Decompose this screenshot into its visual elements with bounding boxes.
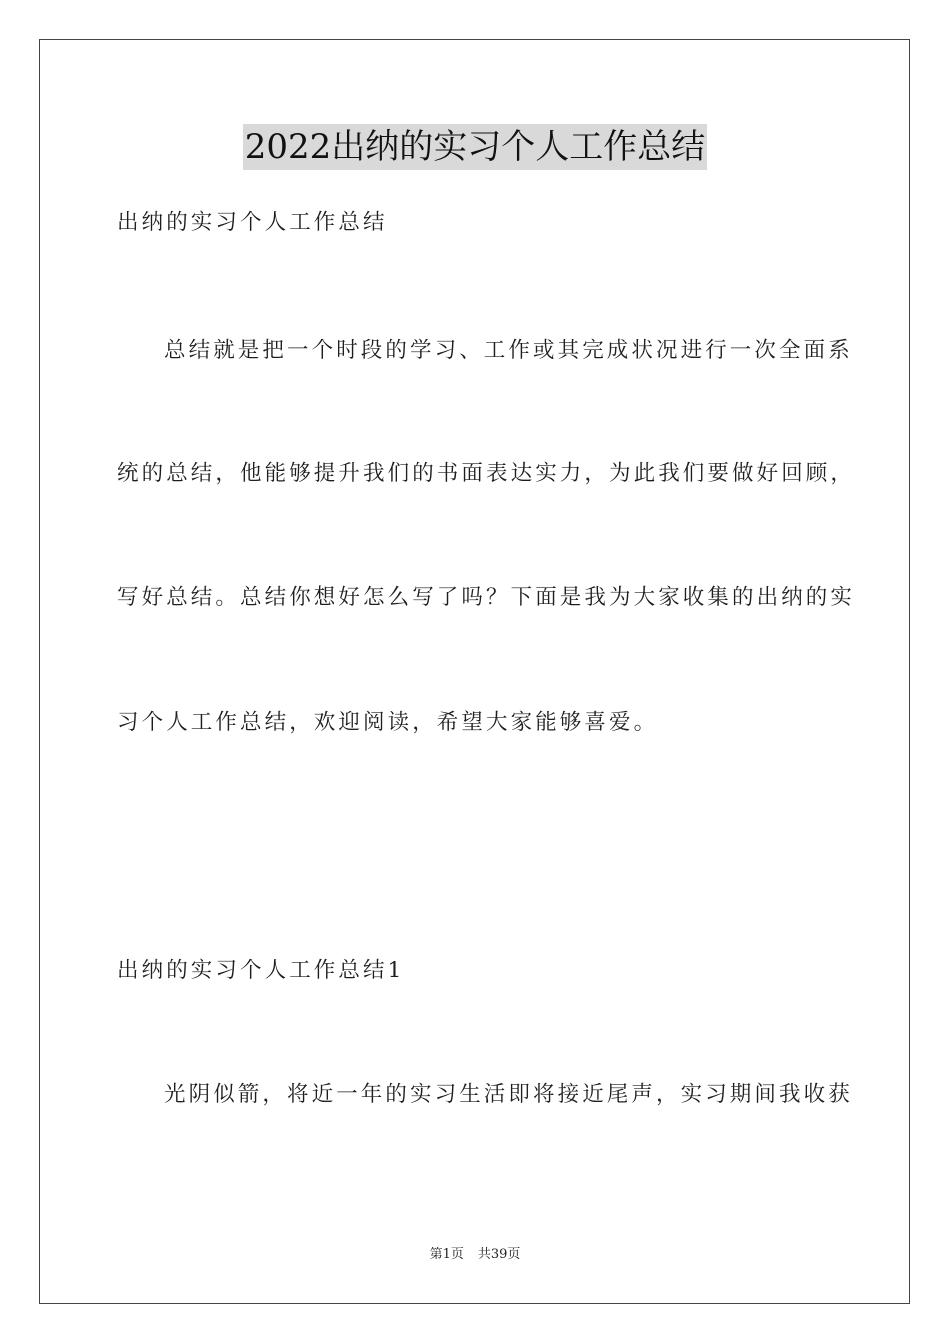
paragraph-line: 习个人工作总结，欢迎阅读，希望大家能够喜爱。 (117, 710, 659, 735)
paragraph-line: 光阴似箭，将近一年的实习生活即将接近尾声，实习期间我收获 (164, 1082, 853, 1107)
page-total: 共39页 (477, 1247, 521, 1262)
title-container (0, 124, 950, 170)
document-subtitle: 出纳的实习个人工作总结 (117, 210, 388, 235)
paragraph-line: 统的总结，他能够提升我们的书面表达实力，为此我们要做好回顾， (117, 461, 856, 486)
document-title: 2022出纳的实习个人工作总结 (243, 124, 708, 170)
paragraph-line: 写好总结。总结你想好怎么写了吗？下面是我为大家收集的出纳的实 (117, 585, 856, 610)
paragraph-line: 总结就是把一个时段的学习、工作或其完成状况进行一次全面系 (164, 338, 853, 363)
page-number: 第1页 (429, 1247, 464, 1262)
page-footer (0, 1246, 950, 1264)
section-heading: 出纳的实习个人工作总结1 (117, 958, 405, 983)
